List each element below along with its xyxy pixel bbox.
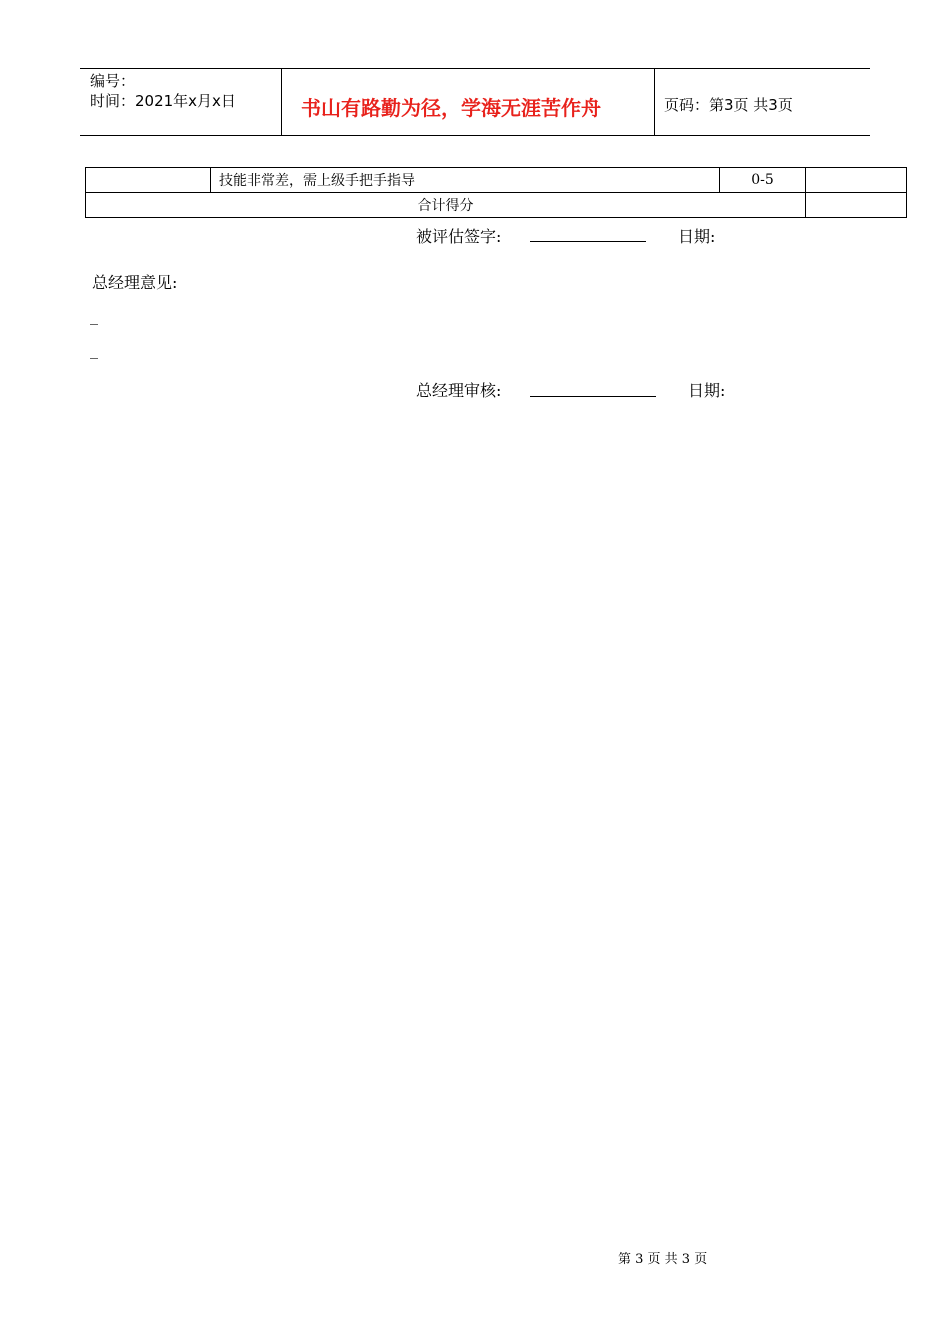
- table-row: [86, 168, 907, 193]
- gm-review-label: 总经理审核:: [416, 381, 502, 400]
- header-bottom-border: [80, 135, 870, 136]
- document-number-label: 编号：: [90, 72, 136, 90]
- table-cell-score: [806, 168, 907, 193]
- header-motto: 书山有路勤为径，学海无涯苦作舟: [301, 96, 601, 120]
- table-cell-blank: [86, 168, 211, 193]
- page-footer: 第 3 页 共 3 页: [618, 1252, 708, 1267]
- table-total-row: [86, 193, 907, 218]
- gm-opinion-line-1: _: [90, 306, 98, 325]
- assessee-signature-label: 被评估签字:: [416, 227, 502, 246]
- table-cell-range: 0-5: [720, 168, 806, 193]
- gm-review-signature-line[interactable]: [530, 396, 656, 397]
- assessee-date-label: 日期:: [678, 227, 716, 246]
- document-time-label: 时间：2021年x月x日: [90, 92, 236, 110]
- gm-opinion-label: 总经理意见:: [92, 273, 178, 292]
- header-divider-right: [654, 68, 655, 135]
- page-info: 页码：第3页 共3页: [664, 96, 793, 114]
- score-table: [85, 167, 907, 218]
- table-cell-description: 技能非常差，需上级手把手指导: [211, 168, 720, 193]
- gm-review-date-label: 日期:: [688, 381, 726, 400]
- assessee-signature-line[interactable]: [530, 241, 646, 242]
- gm-opinion-line-2: _: [90, 340, 98, 359]
- header-divider-left: [281, 68, 282, 135]
- total-score-value: [806, 193, 907, 218]
- header-top-border: [80, 68, 870, 69]
- total-score-label: 合计得分: [86, 193, 806, 218]
